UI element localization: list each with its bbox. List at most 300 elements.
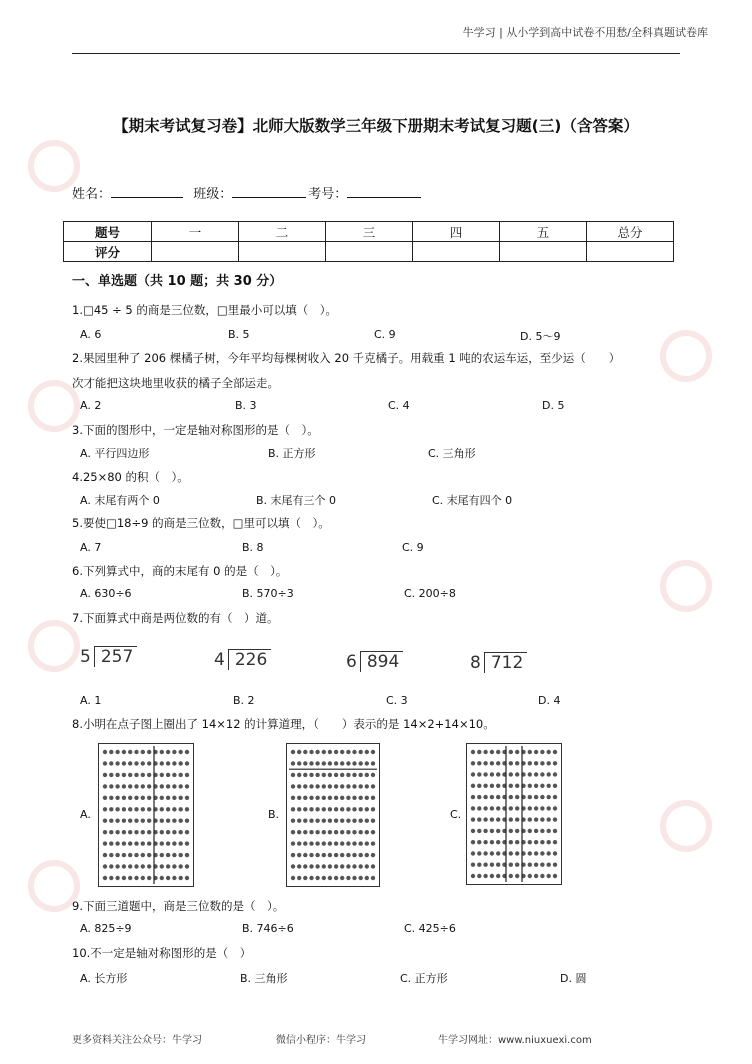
dot xyxy=(185,807,189,811)
dot xyxy=(172,773,176,777)
dot xyxy=(147,784,151,788)
option[interactable]: A. 末尾有两个 0 xyxy=(80,494,160,507)
watermark-logo xyxy=(660,800,712,852)
dot xyxy=(359,819,363,823)
dot xyxy=(471,750,475,754)
dot xyxy=(334,761,338,765)
dot xyxy=(547,840,551,844)
dot xyxy=(490,863,494,867)
dot xyxy=(109,830,113,834)
dot xyxy=(496,750,500,754)
question-text: 1.□45 ÷ 5 的商是三位数，□里最小可以填（ ）。 xyxy=(72,303,338,317)
dot xyxy=(334,819,338,823)
question-text: 10.不一定是轴对称图形的是（ ） xyxy=(72,946,252,960)
option[interactable]: C. 200÷8 xyxy=(404,587,456,600)
dot xyxy=(103,853,107,857)
dot xyxy=(303,784,307,788)
dot xyxy=(172,819,176,823)
dividend: 712 xyxy=(484,652,527,673)
dot xyxy=(309,853,313,857)
class-blank[interactable] xyxy=(232,183,306,198)
dot xyxy=(160,807,164,811)
dot xyxy=(322,773,326,777)
dot xyxy=(109,761,113,765)
dot-grid-figure-c xyxy=(466,743,562,885)
dot xyxy=(160,841,164,845)
score-table-cell: 题号 xyxy=(64,222,152,242)
option[interactable]: C. 正方形 xyxy=(400,972,448,985)
dot xyxy=(160,876,164,880)
dot xyxy=(490,851,494,855)
dot xyxy=(496,784,500,788)
dot xyxy=(528,795,532,799)
dot xyxy=(346,864,350,868)
class-label: 班级： xyxy=(193,187,233,202)
dot xyxy=(328,761,332,765)
dot xyxy=(179,750,183,754)
dot xyxy=(515,750,519,754)
dot xyxy=(371,784,375,788)
dot xyxy=(534,772,538,776)
dot xyxy=(297,807,301,811)
dot xyxy=(359,796,363,800)
dot xyxy=(103,807,107,811)
dot xyxy=(346,750,350,754)
dot xyxy=(334,841,338,845)
dot xyxy=(147,761,151,765)
dot xyxy=(334,830,338,834)
score-input-cell[interactable] xyxy=(500,242,587,262)
dot xyxy=(477,761,481,765)
dot xyxy=(160,773,164,777)
dot xyxy=(534,863,538,867)
dot xyxy=(309,830,313,834)
dot xyxy=(365,773,369,777)
dot xyxy=(297,830,301,834)
option[interactable]: B. 570÷3 xyxy=(242,587,294,600)
dot xyxy=(534,817,538,821)
dot xyxy=(509,817,513,821)
dot xyxy=(371,841,375,845)
dot xyxy=(540,806,544,810)
dot xyxy=(534,840,538,844)
dot xyxy=(179,773,183,777)
dot xyxy=(496,874,500,878)
option[interactable]: C. xyxy=(450,808,462,821)
dot xyxy=(371,830,375,834)
question-text: 7.下面算式中商是两位数的有（ ）道。 xyxy=(72,611,279,625)
dot xyxy=(477,863,481,867)
long-division-expression xyxy=(80,646,137,667)
watermark-logo xyxy=(660,560,712,612)
dot xyxy=(509,863,513,867)
dot xyxy=(115,876,119,880)
dot xyxy=(515,851,519,855)
dot xyxy=(509,851,513,855)
option[interactable]: A. 平行四边形 xyxy=(80,447,150,460)
dot xyxy=(103,864,107,868)
dot xyxy=(365,807,369,811)
footer-mini-program: 微信小程序：牛学习 xyxy=(276,1035,366,1046)
dot xyxy=(315,773,319,777)
dot xyxy=(553,851,557,855)
dot xyxy=(172,784,176,788)
option[interactable]: A. 2 xyxy=(80,399,102,412)
dot xyxy=(160,864,164,868)
dot xyxy=(141,796,145,800)
dot xyxy=(509,829,513,833)
dot xyxy=(172,841,176,845)
score-table-cell: 二 xyxy=(239,222,326,242)
dot xyxy=(365,876,369,880)
dot xyxy=(141,864,145,868)
dot xyxy=(185,761,189,765)
dot xyxy=(297,853,301,857)
dot xyxy=(103,750,107,754)
dot xyxy=(540,840,544,844)
dot xyxy=(553,806,557,810)
score-input-cell[interactable] xyxy=(413,242,500,262)
dot xyxy=(528,851,532,855)
question-text-continued: 次才能把这块地里收获的橘子全部运走。 xyxy=(72,376,279,390)
dot xyxy=(185,750,189,754)
option[interactable]: A. 7 xyxy=(80,541,102,554)
dot xyxy=(371,864,375,868)
dot xyxy=(515,840,519,844)
dot xyxy=(547,761,551,765)
option[interactable]: D. 4 xyxy=(538,694,561,707)
dot xyxy=(303,841,307,845)
dot xyxy=(322,853,326,857)
dot xyxy=(490,772,494,776)
option[interactable]: A. 6 xyxy=(80,328,102,341)
dot xyxy=(291,796,295,800)
dot xyxy=(352,853,356,857)
dot xyxy=(179,876,183,880)
dot xyxy=(128,807,132,811)
dot xyxy=(477,874,481,878)
dot xyxy=(103,830,107,834)
dot xyxy=(303,761,307,765)
dot xyxy=(134,796,138,800)
dot xyxy=(122,819,126,823)
dot xyxy=(540,829,544,833)
dot xyxy=(141,773,145,777)
option[interactable]: C. 4 xyxy=(388,399,410,412)
dot xyxy=(303,830,307,834)
option[interactable]: A. xyxy=(80,808,91,821)
dot xyxy=(334,773,338,777)
dot xyxy=(115,750,119,754)
dot xyxy=(128,796,132,800)
option[interactable]: B. 746÷6 xyxy=(242,922,294,935)
dot xyxy=(477,784,481,788)
dot xyxy=(128,876,132,880)
dot xyxy=(371,773,375,777)
dot xyxy=(534,761,538,765)
dot xyxy=(315,830,319,834)
dot xyxy=(346,841,350,845)
dot xyxy=(490,817,494,821)
option[interactable]: B. 2 xyxy=(233,694,255,707)
dot xyxy=(141,761,145,765)
dot xyxy=(309,773,313,777)
exam-no-blank[interactable] xyxy=(347,183,421,198)
dot xyxy=(134,853,138,857)
dot xyxy=(122,796,126,800)
dot xyxy=(534,874,538,878)
option[interactable]: A. 825÷9 xyxy=(80,922,132,935)
dot xyxy=(141,830,145,834)
dot xyxy=(483,851,487,855)
dot xyxy=(483,840,487,844)
dot xyxy=(471,806,475,810)
dot xyxy=(352,876,356,880)
dot xyxy=(322,796,326,800)
dot xyxy=(534,750,538,754)
dot xyxy=(477,806,481,810)
dot xyxy=(477,750,481,754)
footer-website[interactable]: 牛学习网址：www.niuxuexi.com xyxy=(438,1035,592,1046)
dot xyxy=(166,796,170,800)
dot xyxy=(352,819,356,823)
dot xyxy=(166,750,170,754)
option[interactable]: C. 三角形 xyxy=(428,447,476,460)
dot xyxy=(166,864,170,868)
dot xyxy=(103,841,107,845)
dot xyxy=(328,853,332,857)
dot xyxy=(359,784,363,788)
dot xyxy=(471,840,475,844)
dot xyxy=(371,807,375,811)
score-table-score-row xyxy=(64,242,674,262)
dot xyxy=(515,806,519,810)
option[interactable]: B. 5 xyxy=(228,328,250,341)
dot xyxy=(160,761,164,765)
dot xyxy=(528,874,532,878)
dot xyxy=(471,874,475,878)
dot xyxy=(371,750,375,754)
dot xyxy=(553,772,557,776)
option[interactable]: D. 5 xyxy=(542,399,565,412)
dot xyxy=(490,784,494,788)
option[interactable]: B. 三角形 xyxy=(240,972,288,985)
dot xyxy=(509,772,513,776)
dot xyxy=(471,795,475,799)
dot xyxy=(115,761,119,765)
dot xyxy=(134,819,138,823)
dot xyxy=(371,853,375,857)
dot xyxy=(134,807,138,811)
dot xyxy=(371,761,375,765)
dot xyxy=(309,807,313,811)
dot xyxy=(309,876,313,880)
dot xyxy=(515,817,519,821)
question-text: 8.小明在点子图上圈出了 14×12 的计算道理，（ ）表示的是 14×2+14×10。 xyxy=(72,717,495,731)
dot xyxy=(322,761,326,765)
dot xyxy=(528,817,532,821)
name-blank[interactable] xyxy=(111,183,183,198)
dot xyxy=(134,750,138,754)
option[interactable]: B. xyxy=(268,808,280,821)
dot xyxy=(166,830,170,834)
dot xyxy=(553,863,557,867)
option[interactable]: A. 630÷6 xyxy=(80,587,132,600)
dot xyxy=(471,817,475,821)
dot xyxy=(352,830,356,834)
dot xyxy=(297,864,301,868)
dot xyxy=(371,819,375,823)
option[interactable]: C. 3 xyxy=(386,694,408,707)
dot xyxy=(515,874,519,878)
score-input-cell[interactable] xyxy=(587,242,674,262)
dot xyxy=(471,863,475,867)
dot xyxy=(309,864,313,868)
divisor: 5 xyxy=(80,647,91,667)
option[interactable]: C. 末尾有四个 0 xyxy=(432,494,513,507)
dot xyxy=(179,864,183,868)
dot xyxy=(172,796,176,800)
dividend: 257 xyxy=(94,646,137,667)
dot xyxy=(359,864,363,868)
dot xyxy=(509,795,513,799)
dividend: 894 xyxy=(360,651,403,672)
dot xyxy=(141,876,145,880)
dot xyxy=(185,819,189,823)
dot xyxy=(334,853,338,857)
dot xyxy=(547,795,551,799)
dot xyxy=(365,784,369,788)
dot xyxy=(291,750,295,754)
score-table-cell: 一 xyxy=(152,222,239,242)
dot xyxy=(172,876,176,880)
dot xyxy=(346,784,350,788)
dot xyxy=(109,784,113,788)
score-input-cell[interactable] xyxy=(239,242,326,262)
question-text: 6.下列算式中，商的末尾有 0 的是（ ）。 xyxy=(72,564,288,578)
option[interactable]: B. 3 xyxy=(235,399,257,412)
option[interactable]: C. 9 xyxy=(402,541,424,554)
dot xyxy=(340,773,344,777)
dot xyxy=(109,876,113,880)
dot xyxy=(166,819,170,823)
option[interactable]: B. 末尾有三个 0 xyxy=(256,494,337,507)
dot xyxy=(528,829,532,833)
score-input-cell[interactable] xyxy=(326,242,413,262)
dot xyxy=(534,795,538,799)
dot xyxy=(340,807,344,811)
dot xyxy=(315,807,319,811)
dot xyxy=(340,864,344,868)
dot xyxy=(185,864,189,868)
dot xyxy=(496,806,500,810)
dot xyxy=(147,841,151,845)
score-input-cell[interactable] xyxy=(152,242,239,262)
dot xyxy=(147,796,151,800)
option[interactable]: D. 圆 xyxy=(560,972,587,985)
dot xyxy=(340,841,344,845)
dot xyxy=(490,750,494,754)
dot xyxy=(496,772,500,776)
dot xyxy=(328,750,332,754)
dot xyxy=(109,773,113,777)
dot xyxy=(334,807,338,811)
section-heading: 一、单选题（共 10 题；共 30 分） xyxy=(72,274,283,289)
dot xyxy=(483,795,487,799)
dot xyxy=(147,750,151,754)
dot xyxy=(328,876,332,880)
dot xyxy=(291,807,295,811)
dot xyxy=(528,772,532,776)
dot xyxy=(490,761,494,765)
dot xyxy=(534,829,538,833)
dot xyxy=(128,841,132,845)
dot xyxy=(291,864,295,868)
dot xyxy=(147,864,151,868)
dot xyxy=(147,853,151,857)
option[interactable]: C. 425÷6 xyxy=(404,922,456,935)
dot xyxy=(297,784,301,788)
dot xyxy=(352,761,356,765)
dot xyxy=(115,853,119,857)
dot xyxy=(483,772,487,776)
dot xyxy=(515,829,519,833)
option[interactable]: A. 1 xyxy=(80,694,102,707)
long-division-expression xyxy=(346,651,403,672)
dot xyxy=(352,796,356,800)
dot xyxy=(147,876,151,880)
dot xyxy=(540,795,544,799)
page-title: 【期末考试复习卷】北师大版数学三年级下册期末考试复习题(三)（含答案） xyxy=(113,117,639,135)
question-text: 4.25×80 的积（ ）。 xyxy=(72,470,189,484)
dot xyxy=(315,784,319,788)
dot xyxy=(328,784,332,788)
dot xyxy=(315,750,319,754)
dot xyxy=(122,853,126,857)
dot xyxy=(134,830,138,834)
dot xyxy=(496,829,500,833)
dot xyxy=(340,876,344,880)
dot xyxy=(352,864,356,868)
dot xyxy=(340,853,344,857)
dot xyxy=(352,841,356,845)
dot xyxy=(328,864,332,868)
dot xyxy=(553,795,557,799)
dot xyxy=(128,819,132,823)
dot xyxy=(352,773,356,777)
dot xyxy=(122,841,126,845)
dot-grid-figure-b xyxy=(286,743,380,887)
dot xyxy=(141,784,145,788)
dot xyxy=(371,876,375,880)
option[interactable]: A. 长方形 xyxy=(80,972,128,985)
dot xyxy=(303,773,307,777)
dot xyxy=(359,830,363,834)
option[interactable]: B. 正方形 xyxy=(268,447,316,460)
dot xyxy=(490,829,494,833)
dot xyxy=(540,772,544,776)
dot xyxy=(540,784,544,788)
option[interactable]: D. 5～9 xyxy=(520,330,561,343)
dot xyxy=(340,796,344,800)
dot xyxy=(340,750,344,754)
option[interactable]: B. 8 xyxy=(242,541,264,554)
dot xyxy=(328,807,332,811)
dot xyxy=(352,807,356,811)
dot xyxy=(115,864,119,868)
option[interactable]: C. 9 xyxy=(374,328,396,341)
dot xyxy=(122,876,126,880)
